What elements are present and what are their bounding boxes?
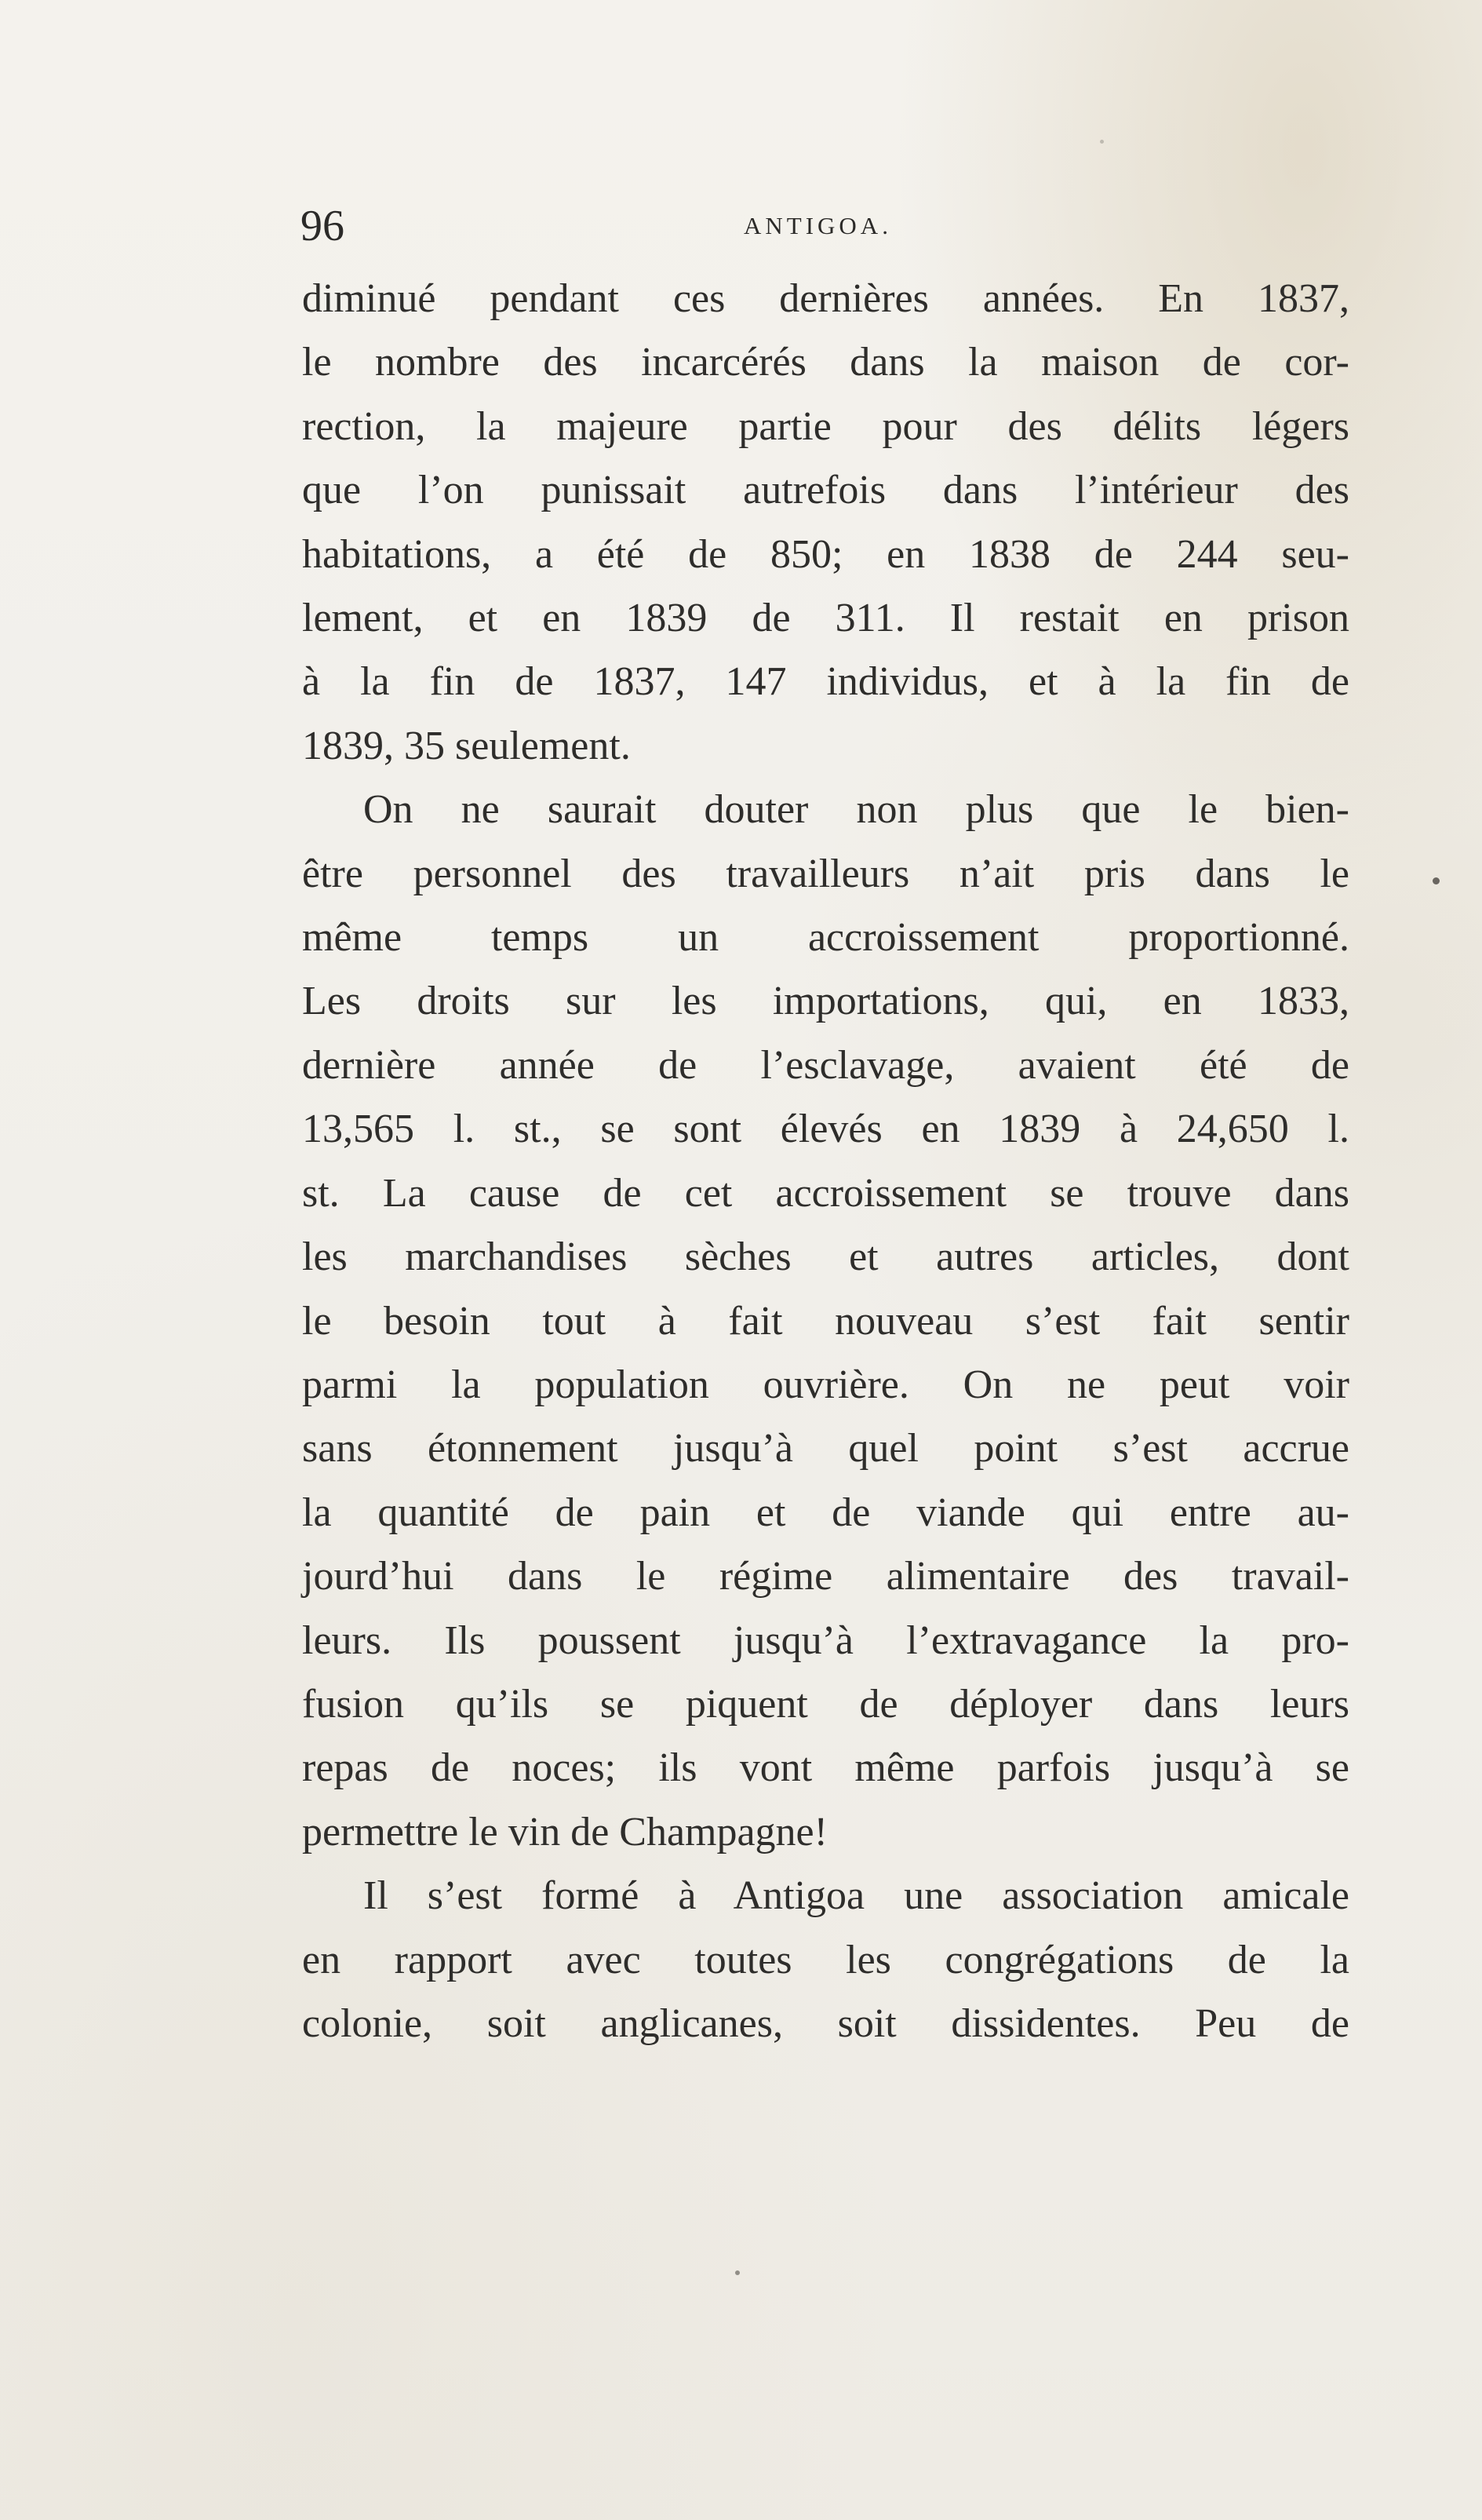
page-number: 96	[300, 202, 344, 250]
text-line: même temps un accroissement proportionné.	[302, 915, 1349, 961]
text-line: st. La cause de cet accroissement se trouve dans	[302, 1170, 1349, 1216]
page-header	[300, 198, 1356, 254]
text-line: permettre le vin de Champagne!	[302, 1809, 828, 1854]
text-line: le besoin tout à fait nouveau s’est fait sentir	[302, 1298, 1349, 1344]
text-line: On ne saurait douter non plus que le bien-	[363, 787, 1349, 833]
text-line: Les droits sur les importations, qui, en 1833,	[302, 979, 1349, 1024]
text-line: dernière année de l’esclavage, avaient été de	[302, 1042, 1349, 1088]
paragraph-3	[302, 1864, 1349, 2055]
running-head: ANTIGOA.	[744, 212, 892, 239]
text-line: les marchandises sèches et autres articles, dont	[302, 1234, 1349, 1280]
paper-speck	[1100, 140, 1104, 144]
text-line: leurs. Ils poussent jusqu’à l’extravagance la pro-	[302, 1617, 1349, 1663]
text-line: repas de noces; ils vont même parfois jusqu’à se	[302, 1745, 1349, 1791]
text-line: 1839, 35 seulement.	[302, 723, 631, 768]
text-line: fusion qu’ils se piquent de déployer dans leurs	[302, 1681, 1349, 1727]
text-line: en rapport avec toutes les congrégations de la	[302, 1937, 1349, 1982]
text-line: parmi la population ouvrière. On ne peut voir	[302, 1362, 1349, 1407]
text-line: colonie, soit anglicanes, soit dissidentes. Peu de	[302, 2000, 1349, 2046]
paper-speck	[735, 2270, 740, 2275]
text-line: que l’on punissait autrefois dans l’intérieur des	[302, 468, 1349, 513]
text-line: jourd’hui dans le régime alimentaire des travail-	[302, 1554, 1349, 1599]
text-line: le nombre des incarcérés dans la maison de cor-	[302, 340, 1349, 385]
text-line: sans étonnement jusqu’à quel point s’est accrue	[302, 1426, 1349, 1472]
text-line: habitations, a été de 850; en 1838 de 244 seu-	[302, 531, 1349, 577]
body-text	[302, 267, 1349, 2055]
paper-speck	[1433, 877, 1440, 884]
text-line: être personnel des travailleurs n’ait pris dans le	[302, 851, 1349, 896]
paragraph-1	[302, 267, 1349, 778]
text-line: lement, et en 1839 de 311. Il restait en prison	[302, 596, 1349, 641]
text-line: diminué pendant ces dernières années. En 1837,	[302, 276, 1349, 321]
text-line: 13,565 l. st., se sont élevés en 1839 à 24,650 l.	[302, 1107, 1349, 1152]
text-line: à la fin de 1837, 147 individus, et à la fin de	[302, 659, 1349, 705]
paragraph-2	[302, 778, 1349, 1864]
text-line: Il s’est formé à Antigoa une association amicale	[363, 1873, 1349, 1919]
text-line: rection, la majeure partie pour des délits légers	[302, 403, 1349, 449]
text-line: la quantité de pain et de viande qui entre au-	[302, 1490, 1349, 1535]
